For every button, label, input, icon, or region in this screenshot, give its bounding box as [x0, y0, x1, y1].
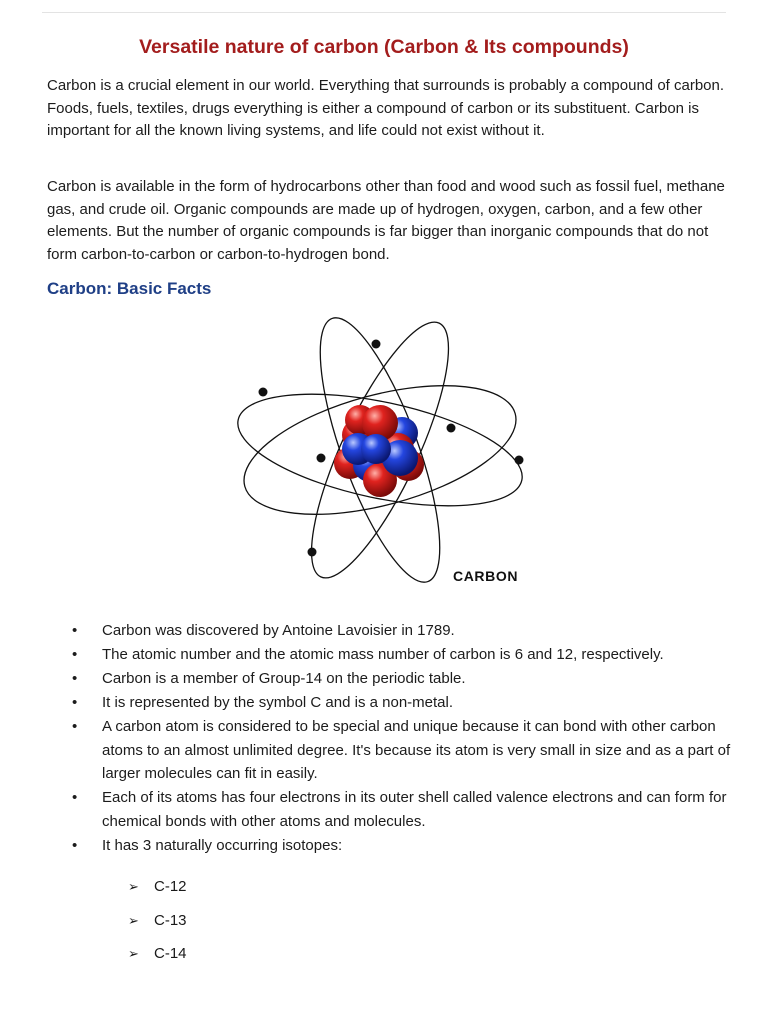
- bullet-icon: •: [72, 694, 78, 711]
- list-item: [47, 667, 737, 691]
- isotope-item: [128, 910, 187, 944]
- fact-text: Each of its atoms has four electrons in its outer shell called valence electrons and can form for chemical bonds with other atoms and molecules.: [102, 789, 727, 830]
- list-item: [47, 691, 737, 715]
- isotope-label: C-13: [154, 911, 187, 929]
- top-divider: [42, 12, 726, 13]
- section-heading: Carbon: Basic Facts: [47, 279, 212, 298]
- arrow-bullet-icon: ➢: [128, 946, 139, 961]
- fact-text: It has 3 naturally occurring isotopes:: [102, 836, 343, 854]
- bullet-icon: •: [72, 670, 78, 687]
- page-title: Versatile nature of carbon (Carbon & Its compounds): [139, 36, 629, 58]
- isotope-item: [128, 876, 187, 910]
- carbon-atom-figure: [230, 315, 540, 595]
- isotope-label: C-12: [154, 878, 187, 895]
- list-item: [47, 643, 737, 667]
- bullet-icon: •: [72, 789, 78, 806]
- fact-text: The atomic number and the atomic mass number of carbon is 6 and 12, respectively.: [102, 646, 664, 663]
- nucleus: [334, 405, 424, 497]
- arrow-bullet-icon: ➢: [128, 912, 139, 928]
- isotope-label: C-14: [154, 945, 187, 962]
- atom-label: CARBON: [453, 568, 519, 584]
- electron: [308, 548, 317, 557]
- electron: [447, 424, 456, 433]
- list-item: [47, 715, 737, 786]
- bullet-icon: •: [72, 646, 78, 663]
- arrow-bullet-icon: ➢: [128, 879, 139, 894]
- electron: [515, 456, 524, 465]
- list-item: [47, 834, 737, 858]
- bullet-icon: •: [72, 836, 78, 854]
- bullet-icon: •: [72, 718, 78, 735]
- facts-list: [47, 619, 737, 858]
- atom-illustration: [230, 315, 540, 595]
- isotope-list: [128, 876, 187, 977]
- electron: [372, 340, 381, 349]
- fact-text: Carbon was discovered by Antoine Lavoisier in 1789.: [102, 622, 455, 639]
- fact-text: It is represented by the symbol C and is a non-metal.: [102, 694, 454, 711]
- bullet-icon: •: [72, 622, 78, 639]
- electron: [317, 454, 326, 463]
- fact-text: A carbon atom is considered to be special and unique because it can bond with other carbon atoms to an almost unlimited degree. It's because its atom is very small in size and as a part of larger molecules can fit in easily.: [102, 718, 731, 782]
- hydrocarbon-paragraph: Carbon is available in the form of hydrocarbons other than food and wood such as fossil fuel, methane gas, and crude oil. Organic compounds are made up of hydrogen, oxygen, carbon, and a few other elements. But the number of organic compounds is far bigger than inorganic compounds that do not form carbon-to-carbon or carbon-to-hydrogen bond.: [47, 178, 725, 263]
- isotope-item: [128, 943, 187, 977]
- intro-paragraph: Carbon is a crucial element in our world. Everything that surrounds is probably a compound of carbon. Foods, fuels, textiles, drugs everything is either a compound of carbon or its substituent. Carbon is important for all the known living systems, and life could not exist without it.: [47, 77, 725, 140]
- fact-text: Carbon is a member of Group-14 on the periodic table.: [102, 670, 466, 687]
- list-item: [47, 619, 737, 643]
- neutron: [361, 434, 391, 464]
- list-item: [47, 786, 737, 833]
- electron: [259, 388, 268, 397]
